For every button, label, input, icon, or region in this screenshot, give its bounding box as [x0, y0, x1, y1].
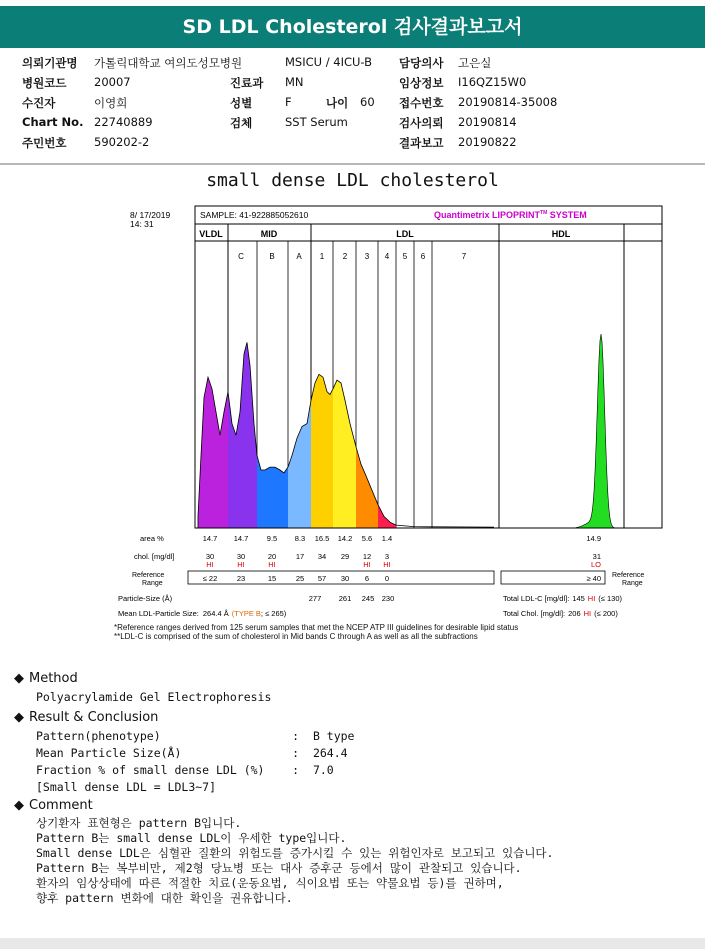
method-text: Polyacrylamide Gel Electrophoresis	[36, 690, 272, 704]
label-resident-no: 주민번호	[22, 136, 67, 150]
footnote-1: *Reference ranges derived from 125 serum samples that met the NCEP ATP III guidelines for desirable lipid status	[114, 623, 519, 632]
chol-cell: 20	[267, 552, 277, 561]
label-patient: 수진자	[22, 96, 56, 110]
label-age: 나이	[326, 96, 349, 110]
sample-id: SAMPLE: 41-922885052610	[200, 210, 309, 220]
area-cell: 5.6	[361, 534, 373, 543]
flag-cell: HI	[363, 560, 371, 569]
comment-line-6: 향후 pattern 변화에 대한 확인을 권유합니다.	[36, 891, 293, 905]
band-ldl: LDL	[396, 229, 414, 239]
ref-cell: ≤ 22	[202, 574, 218, 583]
result-line-2: Mean Particle Size(Å) : 264.4	[36, 746, 348, 760]
ref-cell: 6	[364, 574, 370, 583]
value-institution: 가톨릭대학교 여의도성모병원	[94, 56, 243, 70]
report-header: SD LDL Cholesterol 검사결과보고서	[0, 6, 705, 48]
row-label-chol: chol. [mg/dl]	[134, 552, 175, 561]
label-department: 진료과	[230, 76, 264, 90]
label-receipt-no: 접수번호	[399, 96, 444, 110]
info-row-3	[22, 95, 702, 115]
hdl-flag: LO	[590, 560, 601, 569]
diamond-icon: ◆	[14, 710, 24, 725]
info-row-2	[22, 75, 702, 95]
band-4: 4	[384, 252, 390, 261]
band-mid: MID	[260, 229, 278, 239]
comment-line-1: 상기환자 표현형은 pattern B입니다.	[36, 816, 242, 830]
label-hospital-code: 병원코드	[22, 76, 67, 90]
flag-cell: HI	[237, 560, 245, 569]
ref-label-right2: Range	[622, 580, 643, 587]
hdl-chol: 31	[592, 552, 601, 561]
label-doctor: 담당의사	[399, 56, 444, 70]
band-6: 6	[420, 252, 426, 261]
chol-cell: 3	[384, 552, 390, 561]
mean-size-label: Mean LDL-Particle Size: 264.4 Å (TYPE B; ≤ 265)	[118, 609, 287, 618]
area-cell: 14.2	[337, 534, 353, 543]
chol-cell: 17	[295, 552, 305, 561]
result-line-1: Pattern(phenotype) : B type	[36, 729, 355, 743]
band-vldl: VLDL	[199, 229, 223, 239]
info-row-5	[22, 135, 702, 155]
footer-bar	[0, 938, 705, 949]
area-cell: 1.4	[381, 534, 393, 543]
area-cell: 14.7	[233, 534, 249, 543]
area-cell: 9.5	[266, 534, 278, 543]
chol-cell: 29	[340, 552, 350, 561]
method-heading: ◆ Method	[14, 671, 78, 686]
footnotes	[114, 623, 518, 641]
ref-cell: 30	[340, 574, 350, 583]
band-3: 3	[364, 252, 370, 261]
band-1: 1	[319, 252, 325, 261]
band-hdl: HDL	[551, 229, 571, 239]
band-c: C	[238, 252, 244, 261]
label-specimen: 검체	[230, 116, 253, 130]
info-row-4	[22, 115, 702, 135]
band-b: B	[269, 252, 275, 261]
label-request-date: 검사의뢰	[399, 116, 444, 130]
band-5: 5	[402, 252, 408, 261]
footnote-2: **LDL-C is comprised of the sum of cholesterol in Mid bands C through A as well as all the subfractions	[114, 632, 478, 641]
value-receipt-no: 20190814-35008	[458, 95, 558, 109]
chart-time: 14: 31	[130, 219, 154, 229]
flag-cell: HI	[383, 560, 391, 569]
flag-cell: HI	[268, 560, 276, 569]
ref-cell: 15	[267, 574, 277, 583]
value-ward: MSICU / 4ICU-B	[285, 55, 373, 69]
area-cell: 8.3	[294, 534, 306, 543]
value-doctor: 고은실	[458, 56, 492, 70]
value-clinical-info: I16QZ15W0	[458, 75, 527, 89]
band-a: A	[296, 252, 302, 261]
divider	[0, 163, 705, 165]
comment-heading: ◆ Comment	[14, 798, 93, 813]
chol-cell: 30	[205, 552, 215, 561]
flag-cell: HI	[206, 560, 214, 569]
chol-cell: 30	[236, 552, 246, 561]
row-label-area: area %	[140, 534, 164, 543]
ref-cell: 23	[236, 574, 246, 583]
brand-label: Quantimetrix LIPOPRINT™ SYSTEM	[434, 210, 587, 220]
label-clinical-info: 임상정보	[399, 76, 444, 90]
label-sex: 성별	[230, 96, 253, 110]
ps-0: 277	[308, 594, 322, 603]
row-label-ref: Reference	[132, 572, 165, 579]
chol-cell: 12	[362, 552, 372, 561]
value-specimen: SST Serum	[285, 115, 348, 129]
hdl-area: 14.9	[586, 534, 601, 543]
info-row-1	[22, 55, 702, 75]
report-title: small dense LDL cholesterol	[206, 170, 499, 191]
label-institution: 의뢰기관명	[22, 56, 78, 70]
value-resident-no: 590202-2	[94, 135, 150, 149]
ps-3: 230	[381, 594, 395, 603]
chol-cell: 34	[317, 552, 327, 561]
band-7: 7	[461, 252, 467, 261]
ref-label-right: Reference	[612, 572, 645, 579]
value-age: 60	[360, 95, 375, 109]
area-cell: 14.7	[202, 534, 218, 543]
value-department: MN	[285, 75, 304, 89]
area-cell: 16.5	[314, 534, 330, 543]
comment-line-3: Small dense LDL은 심혈관 질환의 위험도를 증가시킬 수 있는 위험인자로 보고되고 있습니다.	[36, 846, 554, 860]
lipoprint-chart	[114, 204, 664, 620]
comment-line-2: Pattern B는 small dense LDL이 우세한 type입니다.	[36, 831, 347, 845]
value-hospital-code: 20007	[94, 75, 131, 89]
ps-2: 245	[361, 594, 375, 603]
ref-cell: 57	[317, 574, 327, 583]
diamond-icon: ◆	[14, 671, 24, 686]
chart-date: 8/ 17/2019	[130, 210, 171, 220]
value-report-date: 20190822	[458, 135, 517, 149]
comment-line-5: 환자의 임상상태에 따른 적절한 치료(운동요법, 식이요법 또는 약물요법 등)를 권하며,	[36, 876, 504, 890]
diamond-icon: ◆	[14, 798, 24, 813]
hdl-ref: ≥ 40	[586, 574, 601, 583]
ref-cell: 0	[384, 574, 390, 583]
label-report-date: 결과보고	[399, 136, 444, 150]
ps-1: 261	[338, 594, 352, 603]
result-line-4: [Small dense LDL = LDL3~7]	[36, 780, 217, 794]
value-request-date: 20190814	[458, 115, 517, 129]
row-label-ref2: Range	[142, 580, 163, 587]
ref-cell: 25	[295, 574, 305, 583]
value-patient: 이영희	[94, 96, 128, 110]
patient-info	[22, 55, 702, 155]
label-chart-no: Chart No.	[22, 115, 84, 129]
value-chart-no: 22740889	[94, 115, 153, 129]
result-line-3: Fraction % of small dense LDL (%) : 7.0	[36, 763, 334, 777]
comment-line-4: Pattern B는 복부비만, 제2형 당뇨병 또는 대사 증후군 등에서 많이 관찰되고 있습니다.	[36, 861, 522, 875]
total-chol: Total Chol. [mg/dl]: 206 HI (≤ 200)	[503, 609, 618, 618]
particle-size-label: Particle-Size (Å)	[118, 594, 173, 603]
result-heading: ◆ Result & Conclusion	[14, 710, 159, 725]
band-2: 2	[342, 252, 348, 261]
value-sex: F	[285, 95, 292, 109]
total-ldl: Total LDL-C [mg/dl]: 145 HI (≤ 130)	[503, 594, 623, 603]
fraction-area-1	[311, 374, 333, 528]
